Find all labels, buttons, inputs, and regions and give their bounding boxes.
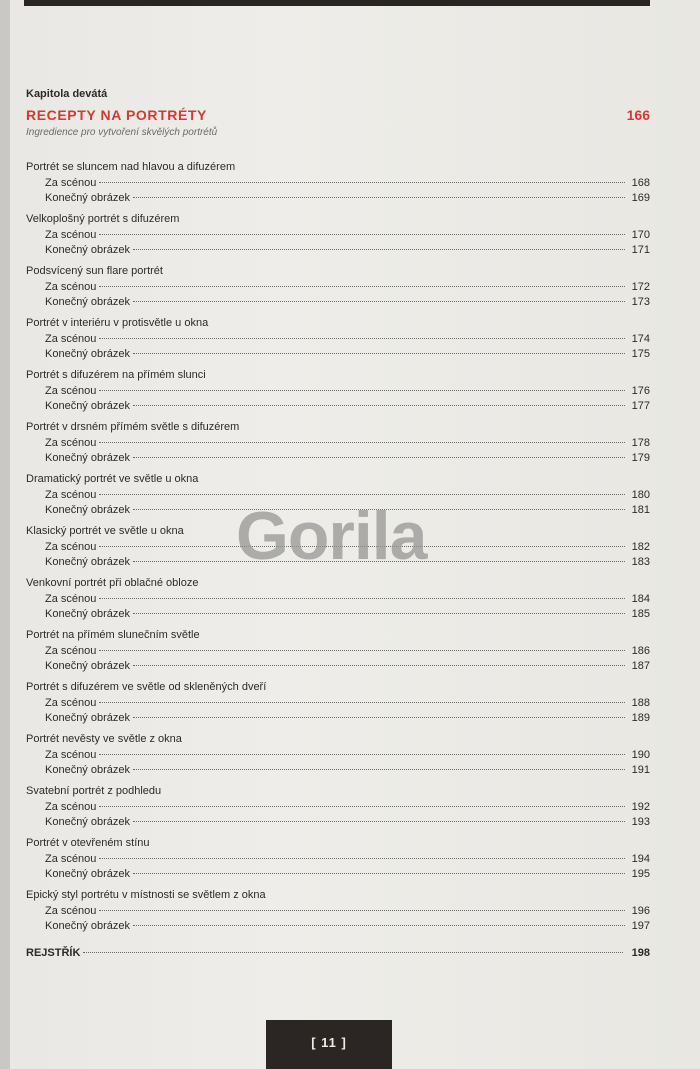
toc-subentry-label: Konečný obrázek <box>45 920 130 932</box>
toc-subentry <box>45 815 656 830</box>
toc-entry-title: Dramatický portrét ve světle u okna <box>26 473 199 485</box>
dot-leader <box>133 457 625 458</box>
toc-entry <box>26 835 656 887</box>
toc-subentry-label: Za scénou <box>45 645 97 657</box>
toc-subentry <box>45 295 656 310</box>
toc-subentry <box>45 347 656 362</box>
toc-subentry-page: 197 <box>631 920 650 932</box>
dot-leader <box>99 338 625 339</box>
toc-subentry-page: 178 <box>631 437 650 449</box>
page-number: [ 11 ] <box>311 1035 347 1050</box>
index-entry <box>26 947 656 965</box>
toc-subentry-page: 182 <box>631 541 650 553</box>
toc-subentry <box>45 399 656 414</box>
dot-leader <box>99 442 625 443</box>
toc-subentry-label: Za scénou <box>45 333 97 345</box>
dot-leader <box>133 405 625 406</box>
dot-leader <box>99 286 625 287</box>
dot-leader <box>133 197 625 198</box>
toc-entry-title: Portrét na přímém slunečním světle <box>26 629 200 641</box>
toc-entry <box>26 679 656 731</box>
toc-entry-title: Portrét nevěsty ve světle z okna <box>26 733 182 745</box>
toc-subentry-label: Za scénou <box>45 541 97 553</box>
toc-subentry-page: 168 <box>631 177 650 189</box>
toc-entry <box>26 575 656 627</box>
toc-subentry <box>45 176 656 191</box>
toc-subentry <box>45 280 656 295</box>
toc-subentry <box>45 436 656 451</box>
toc-subentry <box>45 867 656 882</box>
dot-leader <box>133 717 625 718</box>
toc-subentry-label: Za scénou <box>45 437 97 449</box>
dot-leader <box>83 952 623 953</box>
dot-leader <box>133 353 625 354</box>
dot-leader <box>99 702 625 703</box>
toc-subentry <box>45 919 656 934</box>
toc-subentry-page: 186 <box>631 645 650 657</box>
toc-entry-title: Portrét se sluncem nad hlavou a difuzérem <box>26 161 236 173</box>
chapter-subtitle: Ingredience pro vytvoření skvělých portrétů <box>26 127 218 138</box>
toc-entry <box>26 783 656 835</box>
toc-subentry-page: 171 <box>631 244 650 256</box>
toc-subentry <box>45 659 656 674</box>
toc-subentry-page: 190 <box>631 749 650 761</box>
toc-entry-title: Velkoplošný portrét s difuzérem <box>26 213 180 225</box>
toc-subentry-page: 181 <box>631 504 650 516</box>
toc-subentry-page: 173 <box>631 296 650 308</box>
dot-leader <box>99 858 625 859</box>
toc-entry-title: Portrét v interiéru v protisvětle u okna <box>26 317 209 329</box>
toc-subentry <box>45 332 656 347</box>
dot-leader <box>99 390 625 391</box>
toc-subentry-page: 187 <box>631 660 650 672</box>
toc-subentry-label: Za scénou <box>45 697 97 709</box>
dot-leader <box>99 806 625 807</box>
toc-subentry-page: 179 <box>631 452 650 464</box>
toc-subentry-page: 185 <box>631 608 650 620</box>
toc-subentry-label: Za scénou <box>45 385 97 397</box>
index-label: REJSTŘÍK <box>26 947 81 959</box>
toc-subentry <box>45 243 656 258</box>
toc-entry-title: Portrét v drsném přímém světle s difuzérem <box>26 421 240 433</box>
dot-leader <box>99 182 625 183</box>
dot-leader <box>133 821 625 822</box>
toc-subentry-label: Za scénou <box>45 801 97 813</box>
toc-subentry-label: Konečný obrázek <box>45 868 130 880</box>
toc-subentry-page: 188 <box>631 697 650 709</box>
toc-subentry-page: 169 <box>631 192 650 204</box>
toc-subentry-label: Za scénou <box>45 593 97 605</box>
watermark: Gorila <box>236 498 427 574</box>
chapter-title: RECEPTY NA PORTRÉTY <box>26 107 207 123</box>
toc-subentry <box>45 644 656 659</box>
toc-entry-title: Portrét s difuzérem ve světle od skleněných dveří <box>26 681 267 693</box>
toc-subentry-label: Za scénou <box>45 229 97 241</box>
dot-leader <box>133 249 625 250</box>
toc-subentry-label: Konečný obrázek <box>45 660 130 672</box>
dot-leader <box>133 873 625 874</box>
toc-subentry <box>45 800 656 815</box>
toc-subentry-label: Konečný obrázek <box>45 400 130 412</box>
toc-entry-title: Epický styl portrétu v místnosti se světlem z okna <box>26 889 266 901</box>
toc-subentry-page: 192 <box>631 801 650 813</box>
toc-subentry <box>45 852 656 867</box>
toc-entry-title: Venkovní portrét při oblačné obloze <box>26 577 199 589</box>
toc-entry <box>26 887 656 939</box>
toc-subentry-label: Za scénou <box>45 905 97 917</box>
toc-entry <box>26 419 656 471</box>
toc-subentry-page: 193 <box>631 816 650 828</box>
toc-subentry-label: Konečný obrázek <box>45 348 130 360</box>
toc-subentry-page: 172 <box>631 281 650 293</box>
toc-subentry-label: Konečný obrázek <box>45 556 130 568</box>
dot-leader <box>133 925 625 926</box>
toc-subentry-page: 174 <box>631 333 650 345</box>
toc-subentry <box>45 191 656 206</box>
toc-subentry-label: Konečný obrázek <box>45 192 130 204</box>
toc-subentry-label: Konečný obrázek <box>45 296 130 308</box>
toc-subentry <box>45 607 656 622</box>
toc-entry <box>26 211 656 263</box>
dot-leader <box>99 754 625 755</box>
toc-subentry-page: 184 <box>631 593 650 605</box>
toc-entry-title: Svatební portrét z podhledu <box>26 785 162 797</box>
toc-entry-title: Podsvícený sun flare portrét <box>26 265 163 277</box>
toc-entry <box>26 315 656 367</box>
toc-subentry <box>45 384 656 399</box>
top-dark-strip <box>24 0 650 6</box>
dot-leader <box>133 769 625 770</box>
index-page: 198 <box>631 947 650 959</box>
toc-subentry-label: Konečný obrázek <box>45 244 130 256</box>
dot-leader <box>133 301 625 302</box>
toc-subentry <box>45 592 656 607</box>
toc-subentry <box>45 748 656 763</box>
dot-leader <box>99 650 625 651</box>
dot-leader <box>99 494 625 495</box>
toc-subentry-page: 196 <box>631 905 650 917</box>
toc-entry <box>26 263 656 315</box>
toc-subentry <box>45 904 656 919</box>
toc-subentry-page: 195 <box>631 868 650 880</box>
toc-entry-title: Portrét s difuzérem na přímém slunci <box>26 369 206 381</box>
dot-leader <box>99 234 625 235</box>
chapter-heading <box>26 107 656 129</box>
toc-subentry-page: 175 <box>631 348 650 360</box>
page-number-tab <box>266 1020 392 1069</box>
dot-leader <box>133 613 625 614</box>
toc-subentry-page: 177 <box>631 400 650 412</box>
toc-subentry-label: Konečný obrázek <box>45 504 130 516</box>
dot-leader <box>133 665 625 666</box>
book-page <box>10 0 700 1069</box>
toc-subentry-page: 170 <box>631 229 650 241</box>
chapter-label: Kapitola devátá <box>26 88 108 100</box>
dot-leader <box>99 598 625 599</box>
toc-subentry-page: 180 <box>631 489 650 501</box>
toc-subentry-label: Za scénou <box>45 749 97 761</box>
toc-subentry-label: Konečný obrázek <box>45 608 130 620</box>
toc-entry <box>26 627 656 679</box>
toc-entry <box>26 159 656 211</box>
toc-subentry-label: Konečný obrázek <box>45 712 130 724</box>
toc-subentry-page: 183 <box>631 556 650 568</box>
toc-subentry-label: Konečný obrázek <box>45 452 130 464</box>
toc-subentry-page: 191 <box>631 764 650 776</box>
toc-entry <box>26 731 656 783</box>
toc-subentry-page: 189 <box>631 712 650 724</box>
dot-leader <box>99 910 625 911</box>
toc-subentry-label: Konečný obrázek <box>45 816 130 828</box>
toc-subentry <box>45 696 656 711</box>
toc-subentry-label: Za scénou <box>45 489 97 501</box>
toc-subentry <box>45 763 656 778</box>
toc-subentry-label: Za scénou <box>45 281 97 293</box>
toc-subentry-label: Za scénou <box>45 853 97 865</box>
toc-subentry <box>45 451 656 466</box>
toc-entry-title: Portrét v otevřeném stínu <box>26 837 150 849</box>
toc-entry <box>26 367 656 419</box>
toc-subentry <box>45 711 656 726</box>
toc-subentry <box>45 228 656 243</box>
toc-subentry-page: 176 <box>631 385 650 397</box>
chapter-page-number: 166 <box>626 107 650 123</box>
toc-subentry-label: Konečný obrázek <box>45 764 130 776</box>
toc-subentry-page: 194 <box>631 853 650 865</box>
toc-entry-title: Klasický portrét ve světle u okna <box>26 525 184 537</box>
toc-subentry-label: Za scénou <box>45 177 97 189</box>
